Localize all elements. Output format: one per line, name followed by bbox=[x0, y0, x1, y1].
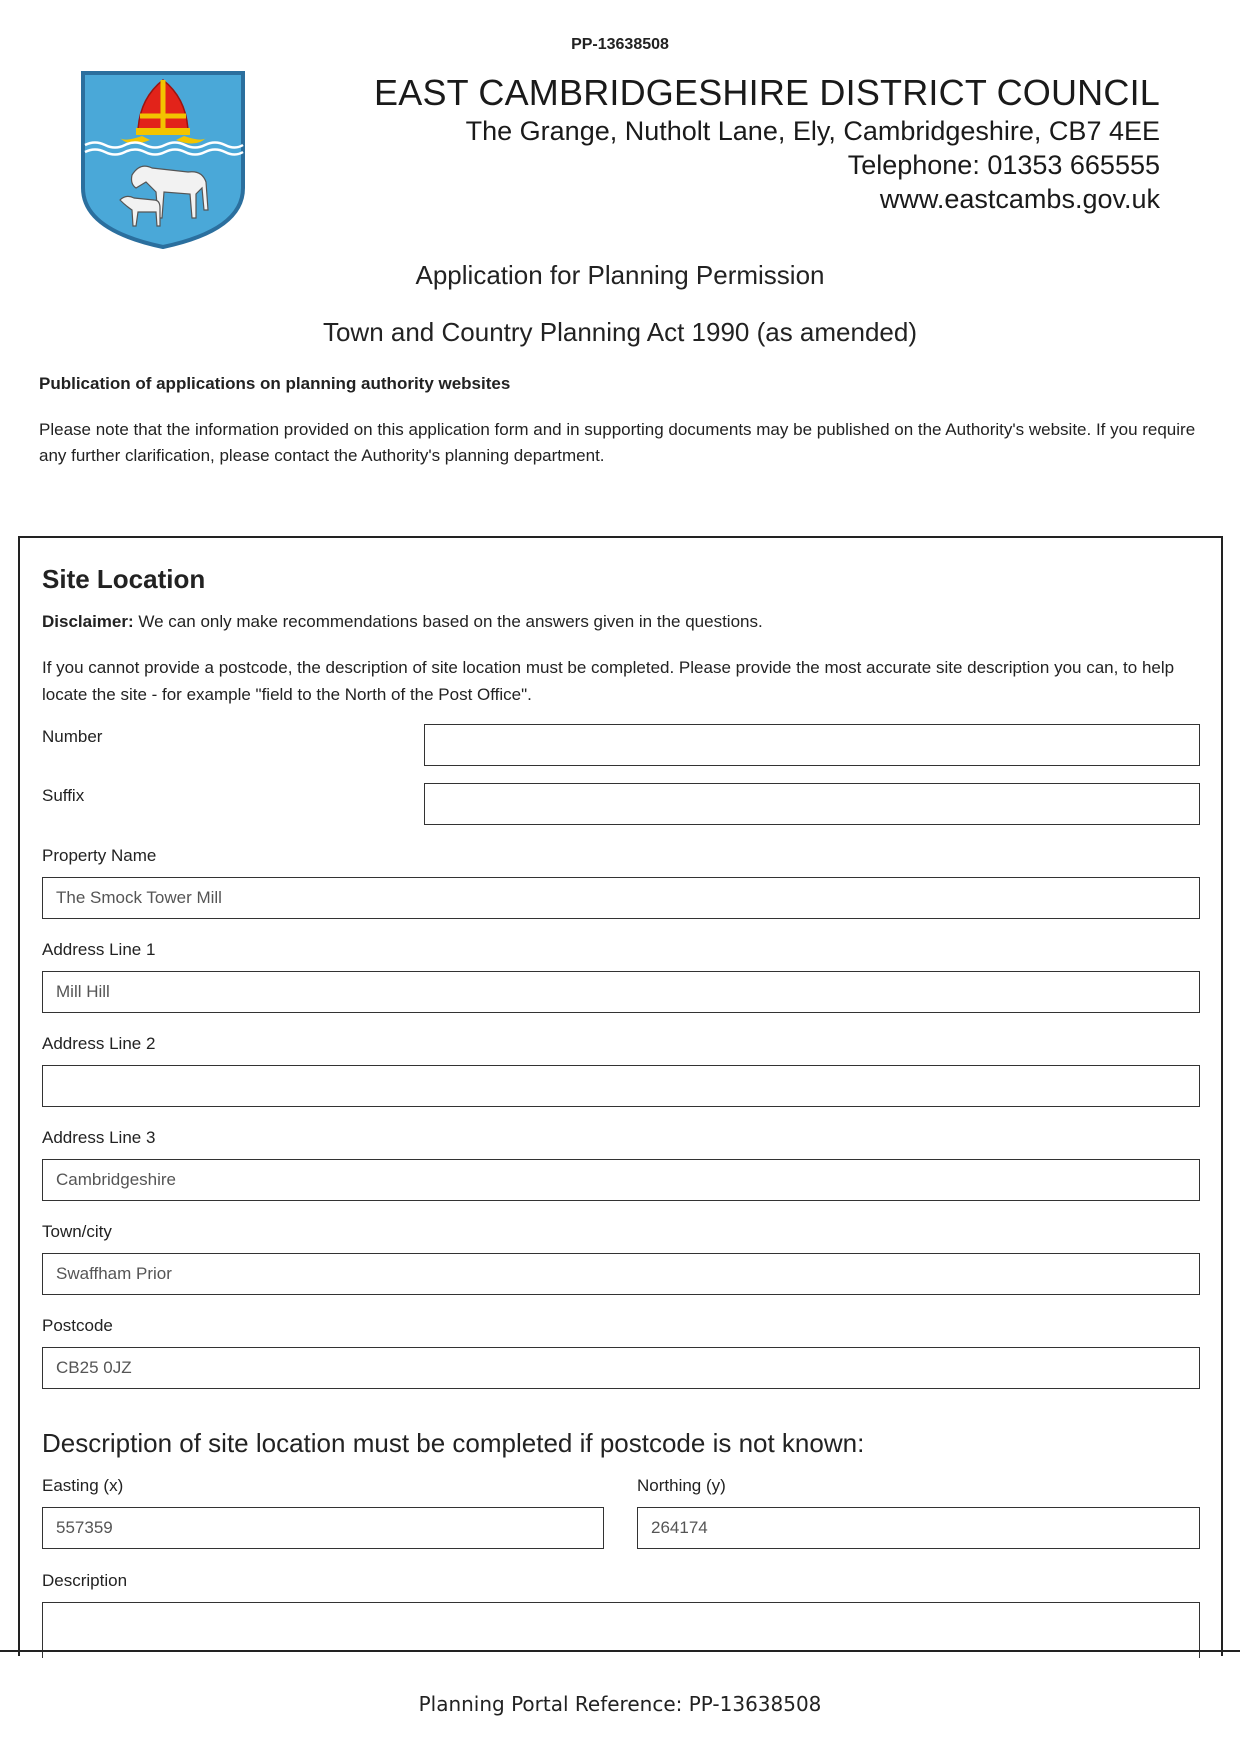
description-label: Description bbox=[42, 1571, 128, 1590]
address-line-2-label: Address Line 2 bbox=[42, 1034, 156, 1053]
page-divider bbox=[0, 1650, 1240, 1652]
disclaimer-label: Disclaimer: bbox=[42, 612, 134, 631]
footer-reference: Planning Portal Reference: PP-13638508 bbox=[418, 1692, 822, 1716]
publication-text: Please note that the information provided on this application form and in supporting documents may be published on the Authority's website. If you require any further clarification, please contact the Authority's planning department. bbox=[39, 420, 1196, 465]
description-heading: Description of site location must be completed if postcode is not known: bbox=[42, 1428, 865, 1458]
council-telephone: Telephone: 01353 665555 bbox=[847, 150, 1160, 180]
document-reference: PP-13638508 bbox=[571, 36, 669, 53]
council-crest-logo bbox=[80, 70, 246, 250]
property-name-field[interactable]: The Smock Tower Mill bbox=[42, 877, 1200, 919]
number-field[interactable] bbox=[424, 724, 1200, 766]
address-line-1-field[interactable]: Mill Hill bbox=[42, 971, 1200, 1013]
suffix-label: Suffix bbox=[42, 786, 85, 805]
postcode-label: Postcode bbox=[42, 1316, 113, 1335]
easting-field[interactable]: 557359 bbox=[42, 1507, 604, 1549]
address-line-3-label: Address Line 3 bbox=[42, 1128, 156, 1147]
postcode-field[interactable]: CB25 0JZ bbox=[42, 1347, 1200, 1389]
number-label: Number bbox=[42, 727, 103, 746]
town-city-label: Town/city bbox=[42, 1222, 112, 1241]
disclaimer bbox=[42, 612, 763, 632]
section-title: Site Location bbox=[42, 564, 206, 594]
council-details bbox=[374, 72, 1160, 216]
council-name: EAST CAMBRIDGESHIRE DISTRICT COUNCIL bbox=[374, 72, 1160, 113]
northing-field[interactable]: 264174 bbox=[637, 1507, 1200, 1549]
town-city-field[interactable]: Swaffham Prior bbox=[42, 1253, 1200, 1295]
council-address: The Grange, Nutholt Lane, Ely, Cambridgeshire, CB7 4EE bbox=[465, 116, 1160, 146]
site-location-section bbox=[18, 536, 1223, 1656]
suffix-field[interactable] bbox=[424, 783, 1200, 825]
northing-label: Northing (y) bbox=[637, 1476, 726, 1495]
disclaimer-text: We can only make recommendations based on the answers given in the questions. bbox=[133, 612, 763, 631]
address-line-2-field[interactable] bbox=[42, 1065, 1200, 1107]
instructions-text: If you cannot provide a postcode, the description of site location must be completed. Please provide the most accurate site description you can, to help locate the site - for example "field to the North of the Post Office". bbox=[42, 658, 1175, 704]
act-title: Town and Country Planning Act 1990 (as amended) bbox=[322, 317, 918, 347]
application-title: Application for Planning Permission bbox=[415, 260, 825, 290]
council-website: www.eastcambs.gov.uk bbox=[879, 184, 1160, 214]
property-name-label: Property Name bbox=[42, 846, 157, 865]
address-line-1-label: Address Line 1 bbox=[42, 940, 156, 959]
publication-heading: Publication of applications on planning authority websites bbox=[39, 374, 511, 393]
address-line-3-field[interactable]: Cambridgeshire bbox=[42, 1159, 1200, 1201]
easting-label: Easting (x) bbox=[42, 1476, 124, 1495]
